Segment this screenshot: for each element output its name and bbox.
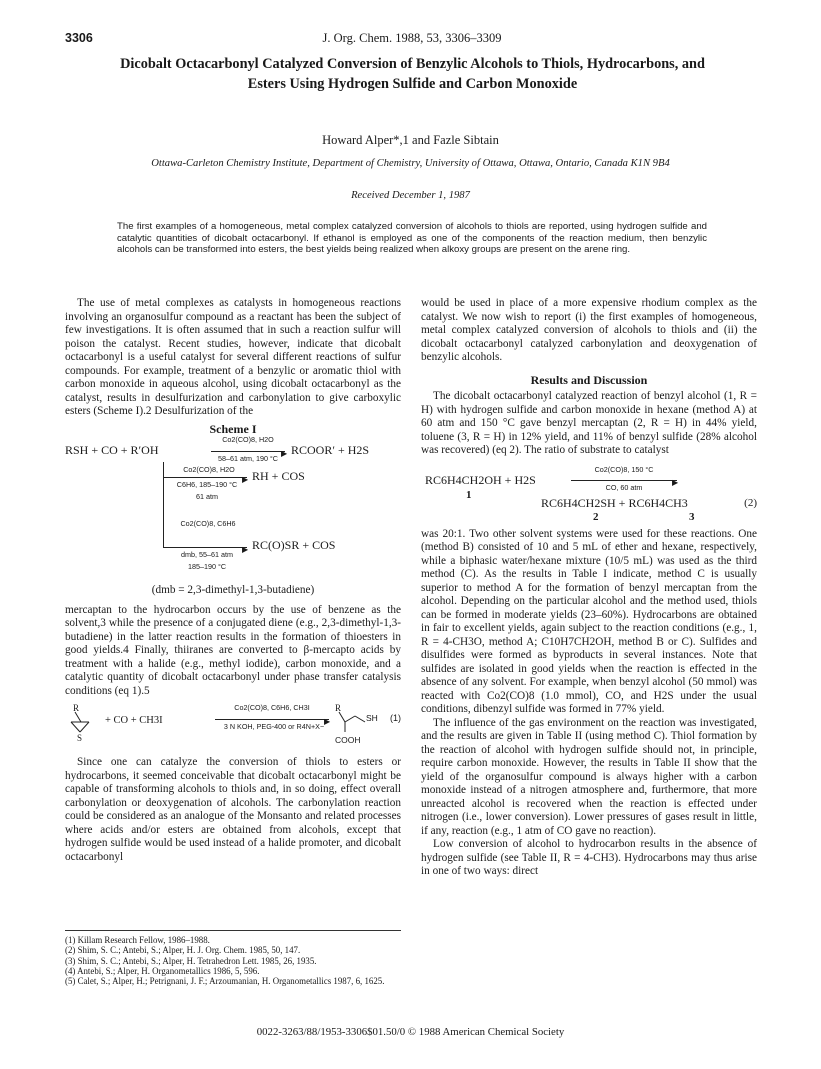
- section-heading: Results and Discussion: [530, 372, 648, 387]
- scheme-product1: RCOOR′ + H2S: [291, 443, 370, 457]
- eq2-label-3: 3: [689, 510, 695, 523]
- paragraph: was 20:1. Two other solvent systems were used for these reactions. One (method B) consisted of 10 and 5 mL of ether and hexane, respectively, while a biphasic water/hexane mixture (10/5 mL) was used as the third method (C). As the results in Table I indicate, method C is usually superior to method A for the formation of benzyl mercaptan from the alcohol. Depending on the particular alcohol and the method used, thiols can be formed in moderate yields (23–60%). Hydrocarbons are obtained in fair to excellent yields, again subject to the reaction conditions (e.g., 1, R = 4-CH3O, method A; C10H7CH2OH, method B or C). Sulfides and disulfides were formed as byproducts in several instances. Note that sulfides are isolated in good yields when the reaction is effected in the absence of any solvent. For example, when benzyl alcohol (50 mmol) was reacted with Co2(CO)8 (1.0 mmol), CO, and H2S under the usual conditions, dibenzyl sulfide was formed in 77% yield.: [421, 527, 757, 715]
- footnote: (3) Shim, S. C.; Antebi, S.; Alper, H. Tetrahedron Lett. 1985, 26, 1935.: [65, 955, 317, 966]
- affiliation: Ottawa-Carleton Chemistry Institute, Department of Chemistry, University of Ottawa, Ottawa, Ontario, Canada K1N 9B4: [151, 158, 670, 169]
- footnote: (5) Calet, S.; Alper, H.; Petrignani, J. F.; Arzoumanian, H. Organometallics 1987, 6, 1625.: [65, 976, 385, 987]
- reaction-arrow: [571, 480, 677, 481]
- paragraph: mercaptan to the hydrocarbon occurs by the use of benzene as the solvent,3 while the presence of a conjugated diene (e.g., 2,3-dimethyl-1,3-butadiene) in the latter reaction results in the formation of thioesters in good yields.4 Finally, thiiranes are converted to β-mercapto acids by treatment with a halide (e.g., methyl iodide), carbon monoxide, and a catalytic quantity of dicobalt octacarbonyl under phase transfer catalysis conditions (eq 1).5: [65, 603, 401, 697]
- copyright-footer: 0022-3263/88/1953-3306$01.50/0 © 1988 American Chemical Society: [256, 1026, 565, 1038]
- scheme-arrow2-bottom1: C6H6, 185–190 °C: [176, 480, 238, 489]
- eq1-arrow-bottom: 3 N KOH, PEG-400 or R4N+X−: [223, 722, 325, 731]
- footnotes: [65, 930, 401, 986]
- dmb-note: (dmb = 2,3-dimethyl-1,3-butadiene): [151, 584, 315, 596]
- eq1-reactants: + CO + CH3I: [105, 715, 163, 726]
- equation-1: [65, 702, 401, 750]
- eq1-s-label: S: [77, 733, 83, 743]
- arrow-head-icon: ▶: [242, 475, 249, 484]
- equation-2: [421, 462, 757, 522]
- scheme-arrow3-bottom2: 185–190 °C: [187, 562, 227, 571]
- left-column: [65, 297, 401, 864]
- arrow-head-icon: ▶: [324, 717, 331, 726]
- scheme-title: Scheme I: [209, 421, 257, 436]
- eq2-products: RC6H4CH2SH + RC6H4CH3: [541, 495, 688, 510]
- eq1-arrow-top: Co2(CO)8, C6H6, CH3I: [234, 703, 310, 712]
- scheme-product2: RH + COS: [252, 469, 305, 483]
- paragraph: The influence of the gas environment on the reaction was investigated, and the results are given in Table II (using method C). Thiol formation by the reaction of alcohol with hydrogen sulfide should not, in principle, require carbon monoxide. However, the results in Table II show that the yield of the organosulfur compound is always higher with a carbon monoxide instead of a nitrogen atmosphere and, furthermore, that more unreacted alcohol is recovered when the reaction is effected under nitrogen (i.e., lower conversion). Lower pressures of gases result in little, if any, reaction (e.g., 1 atm of CO gave no reaction).: [421, 716, 757, 837]
- arrow-head-icon: ▶: [281, 449, 288, 458]
- scheme-reactant: RSH + CO + R′OH: [65, 443, 159, 457]
- footnote: (2) Shim, S. C.; Antebi, S.; Alper, H. J. Org. Chem. 1985, 50, 147.: [65, 945, 301, 956]
- scheme-arrow1-bottom: 58–61 atm, 190 °C: [217, 454, 278, 463]
- eq2-label-1: 1: [466, 488, 472, 501]
- article-title: Dicobalt Octacarbonyl Catalyzed Conversion of Benzylic Alcohols to Thiols, Hydrocarbons, and Esters Using Hydrogen Sulfide and Carbon Monoxide: [120, 56, 705, 92]
- scheme-arrow2-bottom2: 61 atm: [196, 492, 218, 501]
- scheme-arrow3-bottom1: dmb, 55–61 atm: [181, 550, 233, 559]
- paragraph: The use of metal complexes as catalysts in homogeneous reactions involving an organosulfur compound as a reactant has been the subject of few investigations. It is often assumed that in such a reaction sulfur will poison the catalyst. Recent studies, however, indicate that dicobalt octacarbonyl is a useful catalyst for several different reactions of sulfur compounds. For example, treatment of a benzylic or aromatic thiol with carbon monoxide in aqueous alcohol, using dicobalt octacarbonyl as the catalyst, results in desulfurization and carbonylation to give carboxylic esters (Scheme I).2 Desulfurization of the: [65, 297, 401, 417]
- eq1-r2-label: R: [335, 703, 342, 713]
- authors: Howard Alper*,1 and Fazle Sibtain: [322, 133, 499, 147]
- footnote: (1) Killam Research Fellow, 1986–1988.: [65, 935, 210, 945]
- received-date: Received December 1, 1987: [351, 190, 470, 201]
- eq1-sh-label: SH: [366, 713, 378, 723]
- right-column: [421, 297, 757, 879]
- arrow-head-icon: ▶: [672, 477, 679, 487]
- eq1-cooh-label: COOH: [335, 735, 361, 745]
- eq2-label-2: 2: [593, 510, 599, 523]
- scheme-arrow2-top: Co2(CO)8, H2O: [183, 465, 235, 474]
- paragraph: The dicobalt octacarbonyl catalyzed reaction of benzyl alcohol (1, R = H) with hydrogen sulfide and carbon monoxide in hexane (method A) at 60 atm and 150 °C gave benzyl mercaptan (2, R = H) in 44% yield, toluene (3, R = H) in 12% yield, and 11% of benzyl sulfide (28% alcohol was recovered) (eq 2). The ratio of substrate to catalyst: [421, 390, 757, 456]
- scheme-arrow1-top: Co2(CO)8, H2O: [222, 435, 274, 444]
- reaction-arrow: [163, 477, 247, 478]
- scheme-product3: RC(O)SR + COS: [252, 538, 336, 552]
- reaction-arrow: [215, 719, 329, 720]
- running-header: [65, 31, 759, 47]
- eq1-r-label: R: [73, 703, 80, 713]
- arrow-head-icon: ▶: [242, 545, 249, 554]
- paragraph: would be used in place of a more expensive rhodium complex as the catalyst. We now wish to report (i) the first examples of homogeneous, metal complex catalyzed conversion of alcohols to thiols and (ii) the dicobalt octacarbonyl catalyzed carbonylation and deoxygenation of benzylic alcohols.: [421, 297, 757, 363]
- branch-line: [163, 462, 164, 548]
- eq2-number: (2): [744, 496, 757, 509]
- eq2-arrow-top: Co2(CO)8, 150 °C: [594, 464, 654, 474]
- eq1-number: (1): [390, 713, 401, 723]
- page-number: 3306: [65, 31, 93, 45]
- footnote: (4) Antebi, S.; Alper, H. Organometallics 1986, 5, 596.: [65, 965, 260, 976]
- eq2-reactant: RC6H4CH2OH + H2S: [425, 472, 536, 487]
- reaction-arrow: [211, 451, 285, 452]
- scheme-1: [65, 436, 401, 584]
- journal-citation: J. Org. Chem. 1988, 53, 3306–3309: [322, 31, 502, 45]
- paragraph: Low conversion of alcohol to hydrocarbon results in the absence of hydrogen sulfide (see Table II, R = 4-CH3). Hydrocarbons may thus arise in one of two ways: direct: [421, 838, 757, 877]
- scheme-arrow3-top: Co2(CO)8, C6H6: [180, 519, 236, 528]
- abstract: The first examples of a homogeneous, metal complex catalyzed conversion of alcohols to thiols are reported, using hydrogen sulfide and catalytic quantities of dicobalt octacarbonyl. If ethanol is employed as one of the components of the reaction medium, then benzylic alcohols can be transformed into esters, the best yields being realized when alkoxy groups are present on the arene ring.: [117, 221, 707, 256]
- eq2-arrow-bottom: CO, 60 atm: [605, 482, 643, 492]
- paragraph: Since one can catalyze the conversion of thiols to esters or hydrocarbons, it seemed conceivable that dicobalt octacarbonyl might be capable of transforming alcohols to thiols and, in so doing, effect overall carbonylation or deoxygenation of alcohols. The carbonylation reaction could be considered as an analogue of the Monsanto and related processes where acids and/or esters are obtained from alcohols, except that hydrogen sulfide would be used instead of a halide promoter, and dicobalt octacarbonyl: [65, 756, 401, 863]
- reaction-arrow: [163, 547, 247, 548]
